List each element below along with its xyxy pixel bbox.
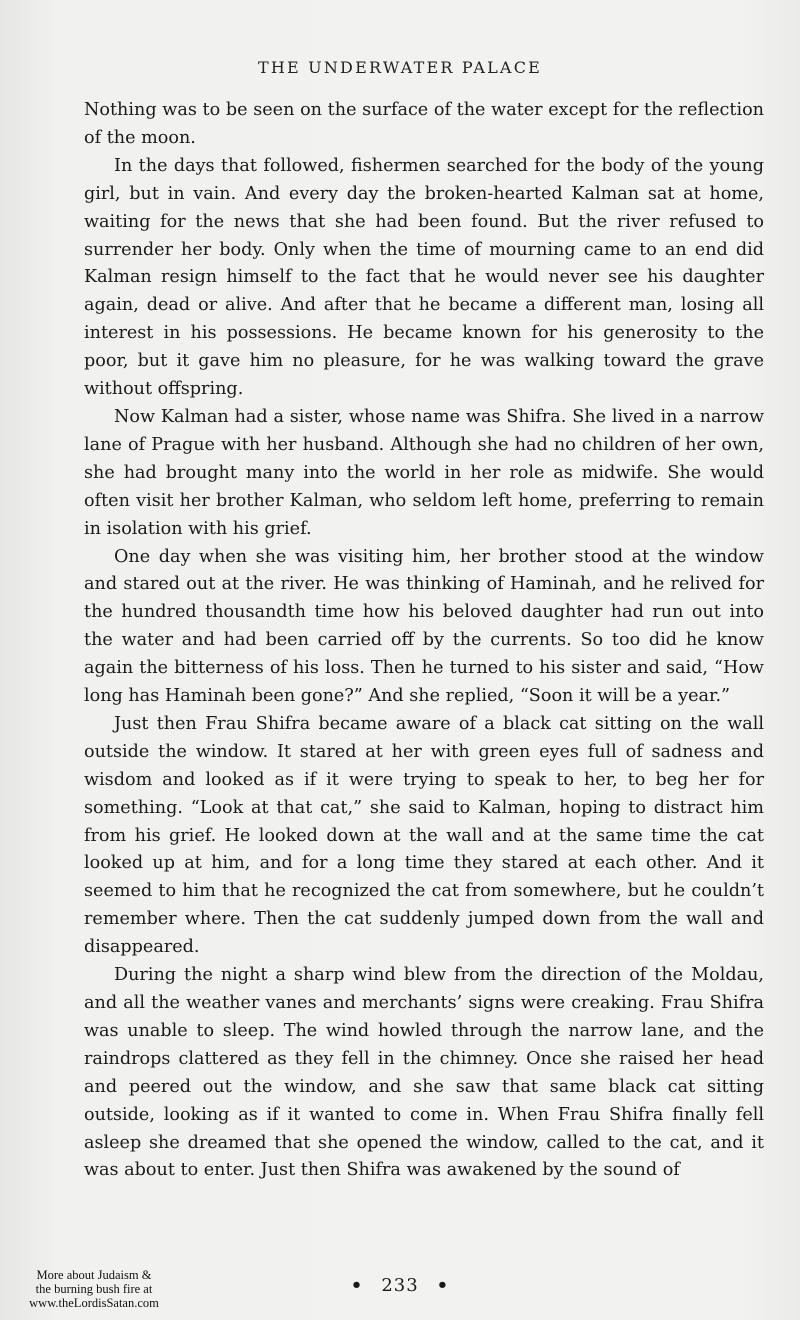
paragraph: During the night a sharp wind blew from the direction of the Moldau, and all the weather vanes and merchants’ signs were creaking. Frau Shifra was unable to sleep. The wind howled through the narrow lane, and the raindrops clattered as they fell in the chimney. Once she raised her head and peered out the window, and she saw that same black cat sitting outside, looking as if it wanted to come in. When Frau Shifra finally fell asleep she dreamed that she opened the window, called to the cat, and it was about to enter. Just then Shifra was awakened by the sound of — [84, 965, 764, 1181]
watermark-text — [4, 1268, 184, 1310]
paragraph: Just then Frau Shifra became aware of a black cat sitting on the wall outside the window. It stared at her with green eyes full of sadness and wisdom and looked as if it were trying to speak to her, to beg her for something. “Look at that cat,” she said to Kalman, hoping to distract him from his grief. He looked down at the wall and at the same time the cat looked up at him, and for a long time they stared at each other. And it seemed to him that he recognized the cat from somewhere, but he couldn’t remember where. Then the cat suddenly jumped down from the wall and disappeared. — [84, 713, 764, 958]
paragraph: One day when she was visiting him, her brother stood at the window and stared out at the river. He was thinking of Haminah, and he relived for the hundred thousandth time how his beloved daughter had run out into the water and had been carried off by the currents. So too did he know again the bitterness of his loss. Then he turned to his sister and said, “How long has Haminah been gone?” And she replied, “Soon it will be a year.” — [84, 546, 764, 707]
page-number: 233 — [381, 1275, 419, 1296]
watermark-line: More about Judaism & — [36, 1268, 152, 1282]
folio-dot-left: • — [350, 1275, 364, 1296]
folio-dot-right: • — [436, 1275, 450, 1296]
paragraph: In the days that followed, fishermen searched for the body of the young girl, but in vain. And every day the broken-hearted Kalman sat at home, waiting for the news that she had been found. But the river refused to surrender her body. Only when the time of mourning came to an end did Kalman resign himself to the fact that he would never see his daughter again, dead or alive. And after that he became a different man, losing all interest in his possessions. He became known for his generosity to the poor, but it gave him no pleasure, for he was walking toward the grave without offspring. — [84, 155, 764, 400]
watermark-line: the burning bush fire at — [35, 1282, 153, 1296]
body-text — [84, 97, 764, 1185]
paragraph-continuation: Nothing was to be seen on the surface of the water except for the reflection of the moon. — [84, 100, 764, 148]
watermark-url: www.theLordisSatan.com — [29, 1296, 159, 1310]
running-head-title: THE UNDERWATER PALACE — [257, 58, 543, 77]
paragraph: Now Kalman had a sister, whose name was Shifra. She lived in a narrow lane of Prague with her husband. Although she had no children of her own, she had brought many into the world in her role as midwife. She would often visit her brother Kalman, who seldom left home, preferring to remain in isolation with his grief. — [84, 406, 764, 539]
